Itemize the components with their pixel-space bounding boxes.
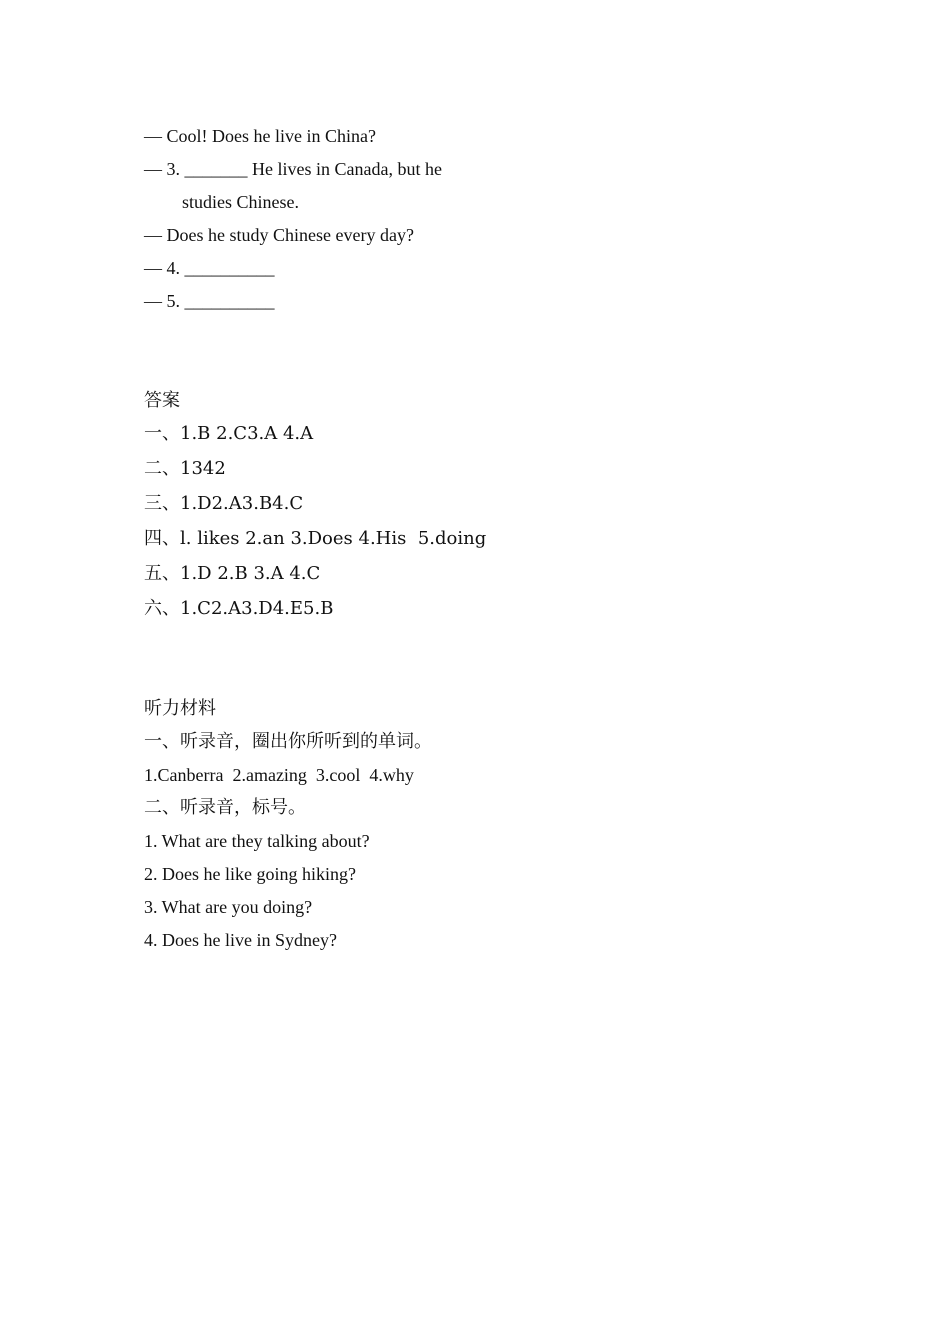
listening-item-4: 4. Does he live in Sydney? — [144, 930, 337, 950]
answer-section-1: 一、1.B 2.C3.A 4.A — [144, 423, 314, 444]
answers-heading: 答案 — [144, 390, 180, 411]
dialogue-line-2: — 3. _______ He lives in Canada, but he — [144, 159, 442, 179]
listening-item-3: 3. What are you doing? — [144, 897, 313, 917]
answer-section-5: 五、1.D 2.B 3.A 4.C — [144, 563, 321, 584]
listening-item-1: 1. What are they talking about? — [144, 831, 370, 851]
listening-section-1-words: 1.Canberra 2.amazing 3.cool 4.why — [144, 765, 414, 785]
answer-section-6: 六、1.C2.A3.D4.E5.B — [144, 598, 334, 619]
dialogue-line-2-continued: studies Chinese. — [182, 192, 299, 212]
listening-heading: 听力材料 — [144, 698, 216, 719]
dialogue-line-5: — 5. __________ — [144, 291, 275, 311]
dialogue-line-3: — Does he study Chinese every day? — [144, 225, 414, 245]
document-page — [144, 0, 824, 1344]
listening-item-2: 2. Does he like going hiking? — [144, 864, 356, 884]
answer-section-4: 四、l. likes 2.an 3.Does 4.His 5.doing — [144, 528, 487, 549]
answer-section-2: 二、1342 — [144, 458, 226, 479]
dialogue-line-4: — 4. __________ — [144, 258, 275, 278]
listening-section-1-title: 一、听录音，圈出你所听到的单词。 — [144, 731, 432, 752]
listening-section-2-title: 二、听录音，标号。 — [144, 797, 306, 818]
answer-section-3: 三、1.D2.A3.B4.C — [144, 493, 304, 514]
dialogue-line-1: — Cool! Does he live in China? — [144, 126, 376, 146]
